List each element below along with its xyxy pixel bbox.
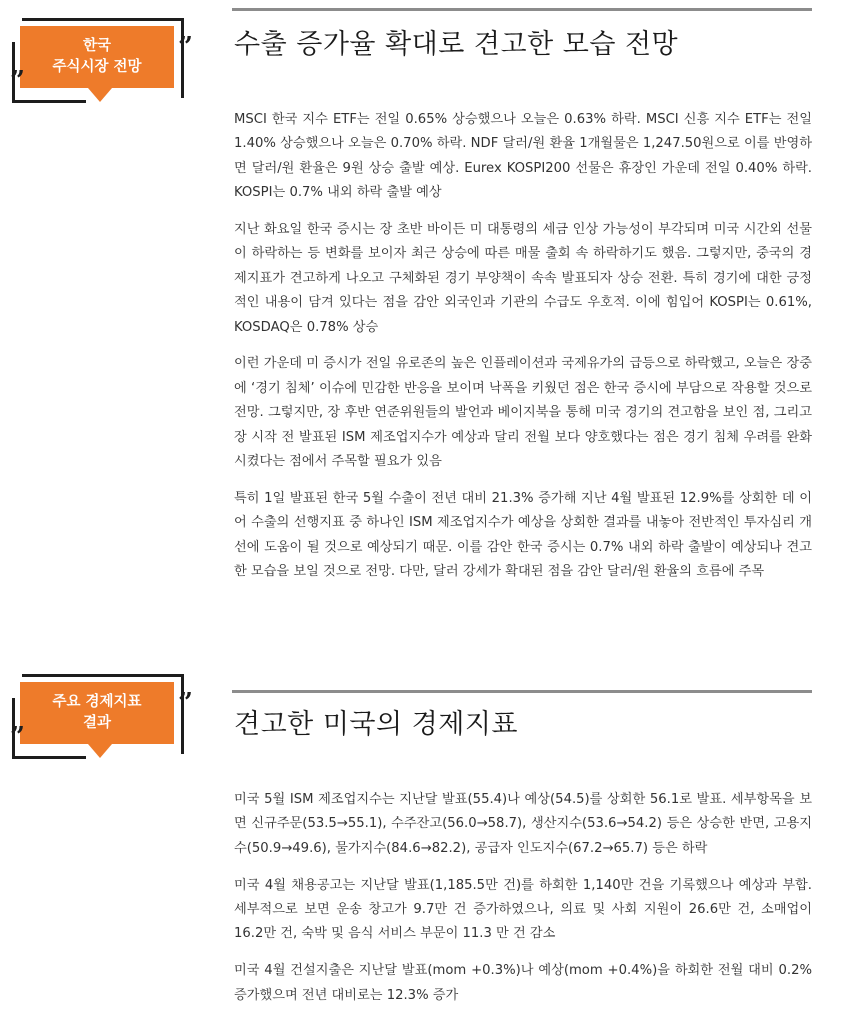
badge-label-box [20,26,174,88]
section-body [234,108,812,597]
quote-open-icon: ” [10,722,25,752]
paragraph: 미국 5월 ISM 제조업지수는 지난달 발표(55.4)나 예상(54.5)를 상회한 56.1로 발표. 세부항목을 보면 신규주문(53.5→55.1), 수주잔고(56.0→58.7), 생산지수(53.6→54.2) 등은 상승한 반면, 고용지수(50.9→49.6), 물가지수(84.6→82.2), 공급자 인도지수(67.2→65.7) 등은 하락 [234,792,812,856]
paragraph: 이런 가운데 미 증시가 전일 유로존의 높은 인플레이션과 국제유가의 급등으로 하락했고, 오늘은 장중에 ‘경기 침체’ 이슈에 민감한 반응을 보이며 낙폭을 키웠던 점은 한국 증시에 부담으로 작용할 것으로 전망. 그렇지만, 장 후반 연준위원들의 발언과 베이지북을 통해 미국 경기의 견고함을 보인 점, 그리고 장 시작 전 발표된 ISM 제조업지수가 예상과 달리 전월 보다 양호했다는 점은 경기 침체 우려를 완화시켰다는 점에서 주목할 필요가 있음 [234,356,812,470]
badge-label-line2: 주식시장 전망 [52,59,142,75]
title-rule [232,690,812,693]
section-badge [10,12,193,122]
badge-tail [88,88,112,102]
paragraph: 지난 화요일 한국 증시는 장 초반 바이든 미 대통령의 세금 인상 가능성이 부각되며 미국 시간외 선물이 하락하는 등 변화를 보이자 최근 상승에 따른 매물 출회 속 하락하기도 했음. 그렇지만, 중국의 경제지표가 견고하게 나오고 구체화된 경기 부양책이 속속 발표되자 상승 전환. 특히 경기에 대한 긍정적인 내용이 담겨 있다는 점을 감안 외국인과 기관의 수급도 우호적. 이에 힘입어 KOSPI는 0.61%, KOSDAQ은 0.78% 상승 [234,222,812,335]
section-title: 견고한 미국의 경제지표 [234,709,518,740]
badge-label-box [20,682,174,744]
title-rule [232,8,812,11]
badge-frame [12,100,86,103]
paragraph: MSCI 한국 지수 ETF는 전일 0.65% 상승했으나 오늘은 0.63% 하락. MSCI 신흥 지수 ETF는 전일 1.40% 상승했으나 오늘은 0.70% 하락. NDF 달러/원 환율 1개월물은 1,247.50원으로 이를 반영하면 달러/원 환율은 9원 상승 출발 예상. Eurex KOSPI200 선물은 휴장인 가운데 전일 0.40% 하락. KOSPI는 0.7% 내외 하락 출발 예상 [234,112,812,201]
section-body [234,788,812,1020]
badge-label-line1: 한국 [82,38,111,54]
paragraph: 특히 1일 발표된 한국 5월 수출이 전년 대비 21.3% 증가해 지난 4월 발표된 12.9%를 상회한 데 이어 수출의 선행지표 중 하나인 ISM 제조업지수가 예상을 상회한 결과를 내놓아 전반적인 투자심리 개선에 도움이 될 것으로 예상되기 때문. 이를 감안 한국 증시는 0.7% 내외 하락 출발이 예상되나 견고한 모습을 보일 것으로 전망. 다만, 달러 강세가 확대된 점을 감안 달러/원 환율의 흐름에 주목 [234,490,812,580]
section-badge [10,668,193,778]
section-title: 수출 증가율 확대로 견고한 모습 전망 [234,29,679,60]
badge-frame [22,18,184,21]
badge-label-line1: 주요 경제지표 [52,694,142,710]
quote-close-icon: ” [178,688,193,718]
section-economic-indicators [0,660,842,1032]
badge-frame [12,756,86,759]
badge-label-line2: 결과 [82,715,111,731]
quote-close-icon: ” [178,32,193,62]
badge-frame [22,674,184,677]
paragraph: 미국 4월 건설지출은 지난달 발표(mom +0.3%)나 예상(mom +0.4%)을 하회한 전월 대비 0.2% 증가했으며 전년 대비로는 12.3% 증가 [234,963,812,1003]
badge-tail [88,744,112,758]
quote-open-icon: ” [10,66,25,96]
paragraph: 미국 4월 채용공고는 지난달 발표(1,185.5만 건)를 하회한 1,140만 건을 기록했으나 예상과 부합. 세부적으로 보면 운송 창고가 9.7만 건 증가하였으나, 의료 및 사회 지원이 26.6만 건, 소매업이 16.2만 건, 숙박 및 음식 서비스 부문이 11.3 만 건 감소 [234,877,812,942]
